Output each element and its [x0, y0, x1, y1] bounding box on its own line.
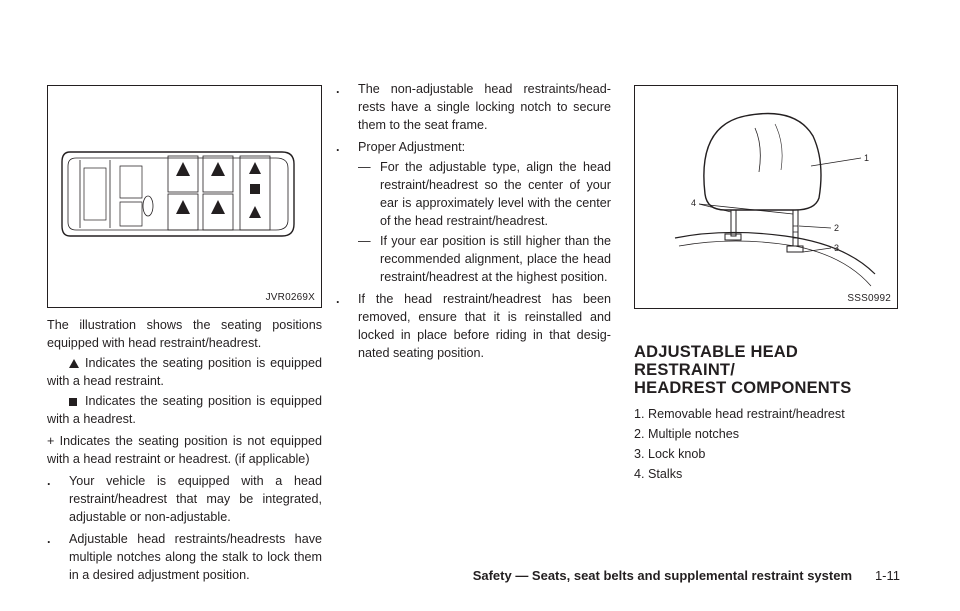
middle-column: [336, 80, 611, 362]
left-column: [47, 316, 322, 584]
head-restraint-triangle: [176, 200, 190, 214]
triangle-icon: [69, 359, 79, 368]
list-item: 2. Multiple notches: [634, 427, 740, 441]
bullet-list: [47, 472, 322, 584]
sub-list-item: — For the adjustable type, align the head restraint/headrest so the center of your ear is approximately level with the center of the head restraint/headrest.: [358, 160, 611, 228]
page-footer: [460, 568, 900, 588]
list-item: . Proper Adjustment: — For the adjustable type, align the head restraint/headrest so the center of your ear is approximately level with the center of the head restraint/headrest. — If your ear position is still higher than the recommended alignment, place the head restraint/headrest at the highest position.: [336, 140, 611, 284]
callout-label: 4: [691, 198, 697, 208]
legend-square: Indicates the seating position is equipped with a headrest.: [47, 394, 322, 426]
list-item: 3. Lock knob: [634, 447, 706, 461]
head-restraint-triangle: [176, 162, 190, 176]
list-item: 1. Removable head restraint/headrest: [634, 407, 845, 421]
head-restraint-triangle: [249, 162, 261, 174]
callout-label: 1: [864, 153, 870, 163]
headrest-square: [250, 184, 260, 194]
head-restraint-figure: [634, 85, 898, 309]
square-icon: [69, 398, 77, 406]
legend-plus: + Indicates the seating position is not equipped with a head restraint or headrest. (if applicable): [47, 434, 322, 466]
seating-positions-figure: [47, 85, 322, 308]
figure-code: SSS0992: [847, 293, 891, 304]
list-item: . Your vehicle is equipped with a head restraint/headrest that may be integrated, adjustable or non-adjustable.: [47, 474, 322, 524]
list-item: . Adjustable head restraints/headrests have multiple notches along the stalk to lock them in a desired adjustment position.: [47, 532, 322, 582]
footer-title: Safety — Seats, seat belts and supplemental restraint system: [472, 568, 852, 583]
vehicle-top-view-diagram: [48, 86, 321, 307]
head-restraint-triangle: [211, 200, 225, 214]
sub-list-item: — If your ear position is still higher than the recommended alignment, place the head restraint/headrest at the highest position.: [358, 234, 611, 284]
page-number: 1-11: [874, 568, 900, 583]
callout-label: 2: [834, 223, 840, 233]
section-heading: ADJUSTABLE HEAD RESTRAINT/ HEADREST COMPONENTS: [634, 343, 852, 397]
list-item: . The non-adjustable head restraints/head-rests have a single locking notch to secure them to the seat frame.: [336, 82, 611, 132]
callout-label: 3: [834, 243, 840, 253]
figure-code: JVR0269X: [265, 292, 315, 303]
list-item: 4. Stalks: [634, 467, 683, 481]
head-restraint-diagram: [635, 86, 897, 308]
head-restraint-triangle: [249, 206, 261, 218]
bullet-list: [336, 80, 611, 362]
head-restraint-triangle: [211, 162, 225, 176]
right-column: [634, 343, 898, 485]
list-item: . If the head restraint/headrest has been removed, ensure that it is reinstalled and locked in place before riding in that desig-nated seating position.: [336, 292, 611, 360]
components-list: [634, 405, 898, 483]
sub-list: [358, 158, 611, 286]
legend-triangle: Indicates the seating position is equipped with a head restraint.: [47, 356, 322, 388]
intro-paragraph: The illustration shows the seating positions equipped with head restraint/headrest.: [47, 318, 322, 350]
